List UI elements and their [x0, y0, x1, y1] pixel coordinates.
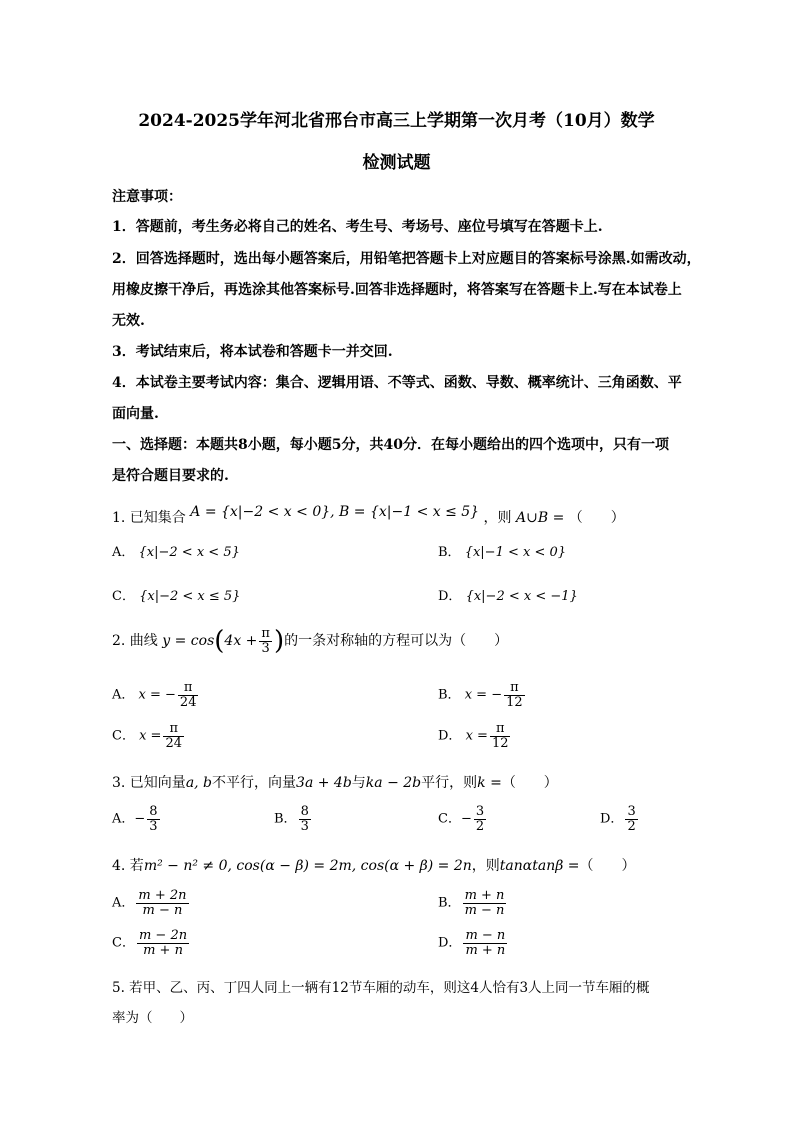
q4-option-d-label: D．	[438, 935, 462, 951]
q1-option-a-text: {x|−2 < x < 5}	[138, 545, 240, 560]
question-2-prefix: 2. 曲线	[112, 633, 158, 649]
q2-option-b-lhs: x = −	[464, 687, 503, 703]
question-2-pi: π	[261, 625, 270, 641]
q1-option-b-label: B．	[438, 545, 461, 560]
q2-option-a-label: A．	[112, 687, 135, 703]
q4-option-d-num: m − n	[465, 928, 506, 943]
q2-option-d-num: π	[490, 722, 511, 737]
q4-option-b-den: m − n	[464, 902, 505, 918]
q3-option-c[interactable]	[438, 805, 488, 833]
q2-option-a-lhs: x = −	[138, 687, 176, 703]
question-3-expr-2: ka − 2b	[365, 775, 422, 791]
q2-option-c-label: C．	[112, 728, 135, 744]
q1-option-d[interactable]	[438, 585, 578, 604]
q3-option-c-num: 3	[475, 804, 485, 819]
q2-option-d[interactable]	[438, 722, 512, 750]
q3-option-c-sign: −	[460, 811, 472, 827]
note-item-2: 2．回答选择题时，选出每小题答案后，用铅笔把答题卡上对应题目的答案标号涂黑.如需改动，	[112, 251, 701, 267]
question-1-suffix: ，则	[483, 510, 512, 526]
q4-option-c-num: m − 2n	[138, 928, 188, 943]
q2-option-c[interactable]	[112, 722, 186, 750]
note-item-4-cont: 面向量.	[112, 406, 159, 422]
question-1	[112, 504, 625, 527]
q4-option-a[interactable]	[112, 889, 191, 917]
q2-option-b-num: π	[504, 681, 525, 696]
question-3-expr-1: 3a + 4b	[296, 775, 352, 791]
question-3	[112, 772, 558, 792]
note-item-3: 3．考试结束后，将本试卷和答题卡一并交回.	[112, 344, 393, 360]
q1-option-c-text: {x|−2 < x ≤ 5}	[139, 589, 241, 604]
q1-option-d-text: {x|−2 < x < −1}	[465, 589, 578, 604]
question-2-three: 3	[261, 640, 270, 656]
q3-option-c-label: C．	[438, 811, 461, 827]
question-3-prefix: 3. 已知向量	[112, 775, 186, 791]
q2-option-c-den: 24	[165, 735, 182, 751]
exam-subtitle: 检测试题	[362, 153, 431, 173]
question-3-paren: （ ）	[501, 775, 558, 791]
q4-option-c-label: C．	[112, 935, 135, 951]
section-heading-cont: 是符合题目要求的.	[112, 468, 229, 484]
q2-option-d-label: D．	[438, 728, 462, 744]
q4-option-d[interactable]	[438, 929, 509, 957]
question-2-suffix: 的一条对称轴的方程可以为（ ）	[284, 633, 509, 649]
exam-title: 2024-2025学年河北省邢台市高三上学期第一次月考（10月）数学	[138, 111, 655, 131]
question-2-inner: 4x +	[224, 633, 258, 649]
q1-option-c-label: C．	[112, 589, 135, 604]
q4-option-b-num: m + n	[464, 888, 505, 903]
q1-option-b[interactable]	[438, 541, 566, 560]
q4-option-a-den: m − n	[142, 902, 183, 918]
q3-option-a-label: A．	[112, 811, 135, 827]
q1-option-c[interactable]	[112, 585, 240, 604]
question-2-function: y = cos	[162, 633, 215, 649]
q3-option-d-num: 3	[627, 804, 636, 819]
q2-option-c-num: π	[163, 722, 184, 737]
q4-option-b-label: B．	[438, 895, 461, 911]
q3-option-a-num: 8	[149, 804, 158, 819]
q2-option-a[interactable]	[112, 681, 200, 709]
question-5: 5. 若甲、乙、丙、丁四人同上一辆有12节车厢的动车，则这4人恰有3人上同一节车厢的概	[112, 980, 650, 996]
note-item-1: 1．答题前，考生务必将自己的姓名、考生号、考场号、座位号填写在答题卡上.	[112, 219, 603, 235]
q3-option-c-den: 2	[475, 818, 485, 834]
question-1-prefix: 1. 已知集合	[112, 510, 186, 526]
note-item-2-cont: 用橡皮擦干净后，再选涂其他答案标号.回答非选择题时，将答案写在答题卡上.写在本试卷上	[112, 282, 682, 298]
question-1-expr: A∪B =	[516, 510, 565, 526]
question-3-k: k =	[477, 775, 502, 791]
question-1-sets: A = {x|−2 < x < 0}, B = {x|−1 < x ≤ 5}	[190, 504, 480, 520]
q4-option-a-label: A．	[112, 895, 135, 911]
question-2: 2. 曲线 y = cos(4x + $\frac{\pi}{3}$ )的一条对称轴的方程可以为（ ）	[112, 625, 509, 656]
question-1-paren: （ ）	[568, 510, 625, 526]
question-5-cont: 率为（ ）	[112, 1010, 193, 1026]
q3-option-d-label: D．	[600, 811, 624, 827]
q1-option-d-label: D．	[438, 589, 462, 604]
q4-option-b[interactable]	[438, 889, 508, 917]
q3-option-a-sign: −	[134, 811, 146, 827]
question-4-condition: m² − n² ≠ 0, cos(α − β) = 2m, cos(α + β) = 2n	[143, 858, 472, 874]
q1-option-a-label: A．	[112, 545, 135, 560]
q2-option-d-lhs: x =	[465, 728, 488, 744]
q2-option-b-label: B．	[438, 687, 461, 703]
section-heading: 一、选择题：本题共8小题，每小题5分，共40分．在每小题给出的四个选项中，只有一项	[112, 437, 669, 453]
question-3-vectors: a, b	[185, 775, 213, 791]
question-4-prefix: 4. 若	[112, 858, 144, 874]
question-4-paren: （ ）	[579, 858, 636, 874]
q1-option-a[interactable]	[112, 541, 240, 560]
question-4	[112, 855, 636, 875]
note-item-2-end: 无效.	[112, 313, 145, 329]
question-4-text: ，则	[471, 858, 500, 874]
q2-option-d-den: 12	[491, 735, 509, 751]
q2-option-a-den: 24	[179, 694, 197, 710]
q2-option-b-den: 12	[506, 694, 523, 710]
notes-heading: 注意事项：	[112, 189, 182, 205]
q3-option-b[interactable]	[274, 805, 313, 833]
q2-option-b[interactable]	[438, 681, 527, 709]
question-3-text-3: 平行，则	[421, 775, 478, 791]
q3-option-b-den: 3	[300, 818, 309, 834]
q4-option-d-den: m + n	[465, 942, 506, 958]
q2-option-c-lhs: x =	[139, 728, 162, 744]
q4-option-c[interactable]	[112, 929, 191, 957]
q3-option-a-den: 3	[149, 818, 158, 834]
q3-option-b-label: B．	[274, 811, 297, 827]
question-3-text-1: 不平行，向量	[212, 775, 297, 791]
question-4-expr: tanαtanβ =	[499, 858, 580, 874]
q3-option-a[interactable]	[112, 805, 162, 833]
note-item-4: 4．本试卷主要考试内容：集合、逻辑用语、不等式、函数、导数、概率统计、三角函数、平	[112, 375, 682, 391]
q3-option-d[interactable]	[600, 805, 640, 833]
q4-option-c-den: m + n	[143, 942, 183, 958]
q1-option-b-text: {x|−1 < x < 0}	[464, 545, 567, 560]
q2-option-a-num: π	[178, 681, 199, 696]
q3-option-d-den: 2	[627, 818, 636, 834]
q4-option-a-num: m + 2n	[138, 888, 187, 903]
question-3-text-2: 与	[351, 775, 366, 791]
q3-option-b-num: 8	[300, 804, 309, 819]
